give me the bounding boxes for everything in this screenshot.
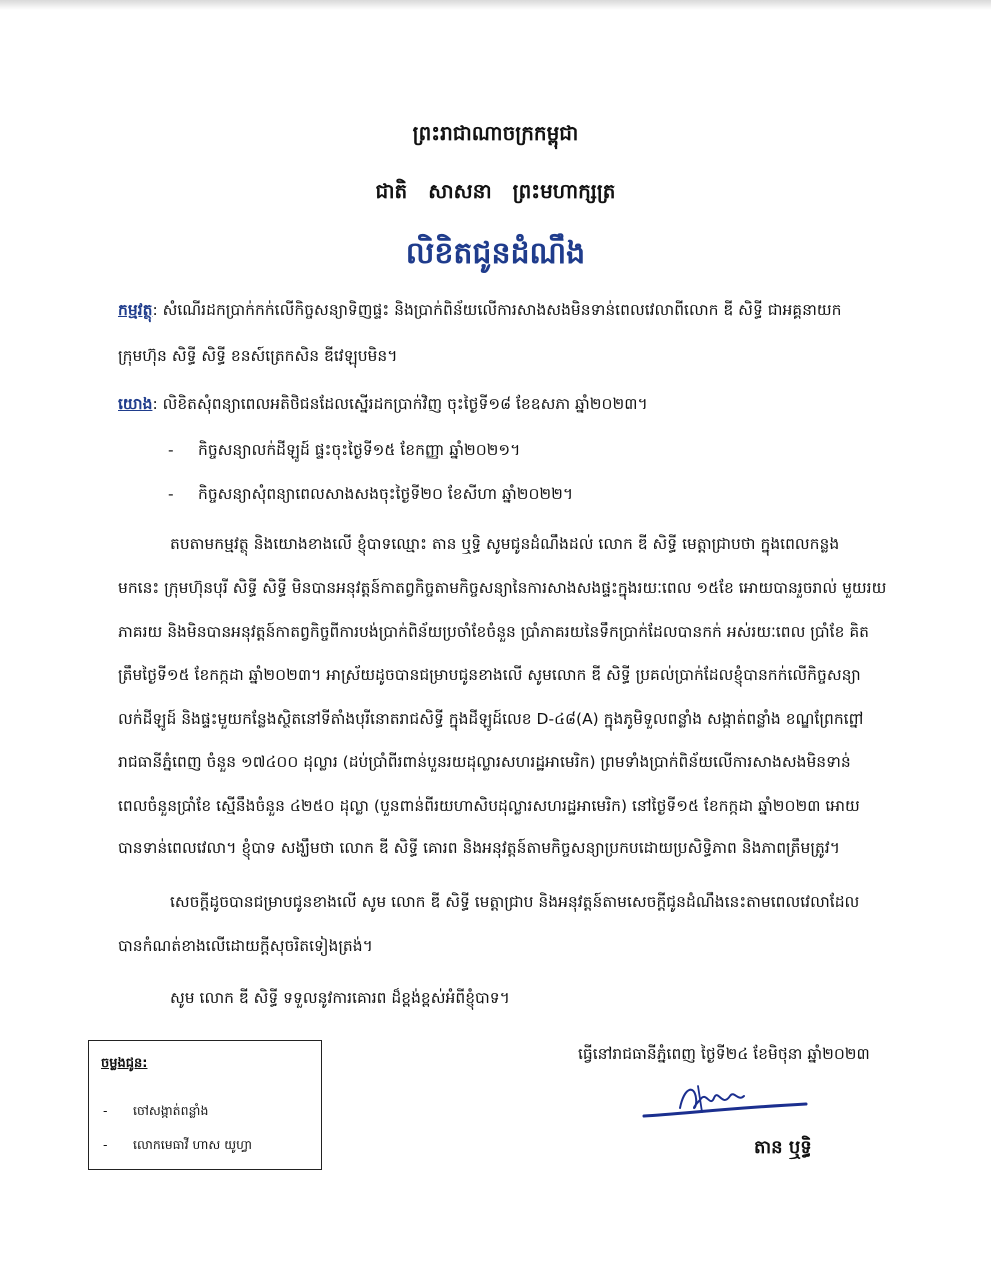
subject-line-2: ក្រុមហ៊ុន សិទ្ធី សិទ្ធី ខនស៍ត្រេកសិន ឌីវេឡុបមិន។ [118, 347, 398, 365]
body-para1-line-8: បានទាន់ពេលវេលា។ ខ្ញុំបាទ សង្ឃឹមថា លោក ឌី សិទ្ធី គោរព និងអនុវត្តន៍តាមកិច្ចសន្យាប្រកបដោយប្រសិទ្ធិភាព និងភាពត្រឹមត្រូវ។ [118, 839, 840, 857]
body-para2-line-1: សេចក្តីដូចបានជម្រាបជូនខាងលើ សូម លោក ឌី សិទ្ធី មេត្តាជ្រាប និងអនុវត្តន៍តាមសេចក្តីជូនដំណឹងនេះតាមពេលវេលាដែល [170, 893, 860, 911]
kingdom-heading: ព្រះរាជាណាចក្រកម្ពុជា [412, 121, 579, 145]
body-para2-line-2: បានកំណត់ខាងលើដោយក្តីសុចរិតទៀងត្រង់។ [118, 937, 373, 955]
reference-text-1: : លិខិតសុំពន្យាពេលអតិថិជនដែលស្នើរដកប្រាក់វិញ ចុះថ្ងៃទី១៨ ខែឧសភា ឆ្នាំ២០២៣។ [152, 395, 648, 413]
body-para1-line-2: មកនេះ ក្រុមហ៊ុនបុរី សិទ្ធី សិទ្ធី មិនបានអនុវត្តន៍កាតព្វកិច្ចតាមកិច្ចសន្យានៃការសាងសងផ្ទះក្នុងរយៈពេល ១៥ខែ អោយបានរួចរាល់ មួយរយ [118, 579, 887, 597]
body-para1-line-7: ពេលចំនួនប្រាំខែ ស្មើនឹងចំនួន ៤២៥០ ដុល្លា (បួនពាន់ពីរយហាសិបដុល្លារសហរដ្ឋអាមេរិក) នៅថ្ងៃទី១៥ ខែកក្កដា ឆ្នាំ២០២៣ អោយ [118, 797, 860, 815]
reference-line-1 [118, 394, 648, 417]
body-para1-line-6: រាជធានីភ្នំពេញ ចំនួន ១៧៤០០ ដុល្លារ (ដប់ប្រាំពីរពាន់បួនរយដុល្លារសហរដ្ឋអាមេរិក) ព្រមទាំងប្រាក់ពិន័យលើការសាងសងមិនទាន់ [118, 753, 851, 771]
cc-title: ចម្លងជូន: [101, 1056, 148, 1071]
date-line: ធ្វើនៅរាជធានីភ្នំពេញ ថ្ងៃទី២៤ ខែមិថុនា ឆ្នាំ២០២៣ [578, 1045, 870, 1063]
reference-item-1: - កិច្ចសន្យាលក់ដីឡូដ៍ ផ្ទះចុះថ្ងៃទី១៥ ខែកញ្ញា ឆ្នាំ២០២១។ [168, 441, 521, 459]
signer-name: តាន ឬទ្ធិ [754, 1137, 812, 1158]
body-para1-line-3: ភាគរយ និងមិនបានអនុវត្តន៍កាតព្វកិច្ចពីការបង់ប្រាក់ពិន័យប្រចាំខែចំនួន ប្រាំភាគរយនៃទឹកប្រាក់ដែលបានកក់ អស់រយៈពេល ប្រាំខែ គិត [118, 623, 870, 641]
body-para1-line-5: លក់ដីឡូដ៍ និងផ្ទះមួយកន្លែងស្ថិតនៅទីតាំងបុរីនោតរាជសិទ្ធី ក្នុងដីឡូដ៍លេខ D-៤៨(A) ក្នុងភូមិទួលពន្លាំង សង្កាត់ពន្លាំង ខណ្ឌព្រែកព្នៅ [118, 710, 864, 728]
subject-text-1: : សំណើរដកប្រាក់កក់លើកិច្ចសន្យាទិញផ្ទះ និងប្រាក់ពិន័យលើការសាងសងមិនទាន់ពេលវេលាពីលោក ឌី សិទ្ធី ជាអគ្គនាយក [152, 301, 842, 319]
closing-line: សូម លោក ឌី សិទ្ធី ទទួលនូវការគោរព ដ៏ខ្ពង់ខ្ពស់អំពីខ្ញុំបាទ។ [170, 989, 510, 1007]
reference-item-2: - កិច្ចសន្យាសុំពន្យាពេលសាងសងចុះថ្ងៃទី២០ ខែសីហា ឆ្នាំ២០២២។ [168, 485, 574, 503]
cc-item-1: - ចៅសង្កាត់ពន្លាំង [103, 1103, 209, 1118]
body-para1-line-1: តបតាមកម្មវត្ថុ និងយោងខាងលើ ខ្ញុំបាទឈ្មោះ តាន ឬទ្ធិ សូមជូនដំណឹងដល់ លោក ឌី សិទ្ធី មេត្តាជ្រាបថា ក្នុងពេលកន្លង [170, 535, 840, 553]
handwritten-signature [640, 1078, 810, 1128]
scan-shadow [0, 0, 991, 10]
cc-box [88, 1040, 322, 1170]
cc-item-2: - លោកមេធាវី ហាស យូហ្វា [103, 1137, 253, 1152]
document-title: លិខិតជូនដំណឹង [405, 236, 586, 271]
reference-label: យោង [118, 395, 153, 413]
subject-label: កម្មវត្ថុ [118, 301, 153, 319]
body-para1-line-4: ត្រឹមថ្ងៃទី១៥ ខែកក្កដា ឆ្នាំ២០២៣។ អាស្រ័យដូចបានជម្រាបជូនខាងលើ សូមលោក ឌី សិទ្ធី ប្រគល់ប្រាក់ដែលខ្ញុំបានកក់លើកិច្ចសន្យា [118, 666, 861, 684]
motto-heading: ជាតិ សាសនា ព្រះមហាក្សត្រ [375, 179, 616, 203]
subject-line-1 [118, 300, 842, 323]
